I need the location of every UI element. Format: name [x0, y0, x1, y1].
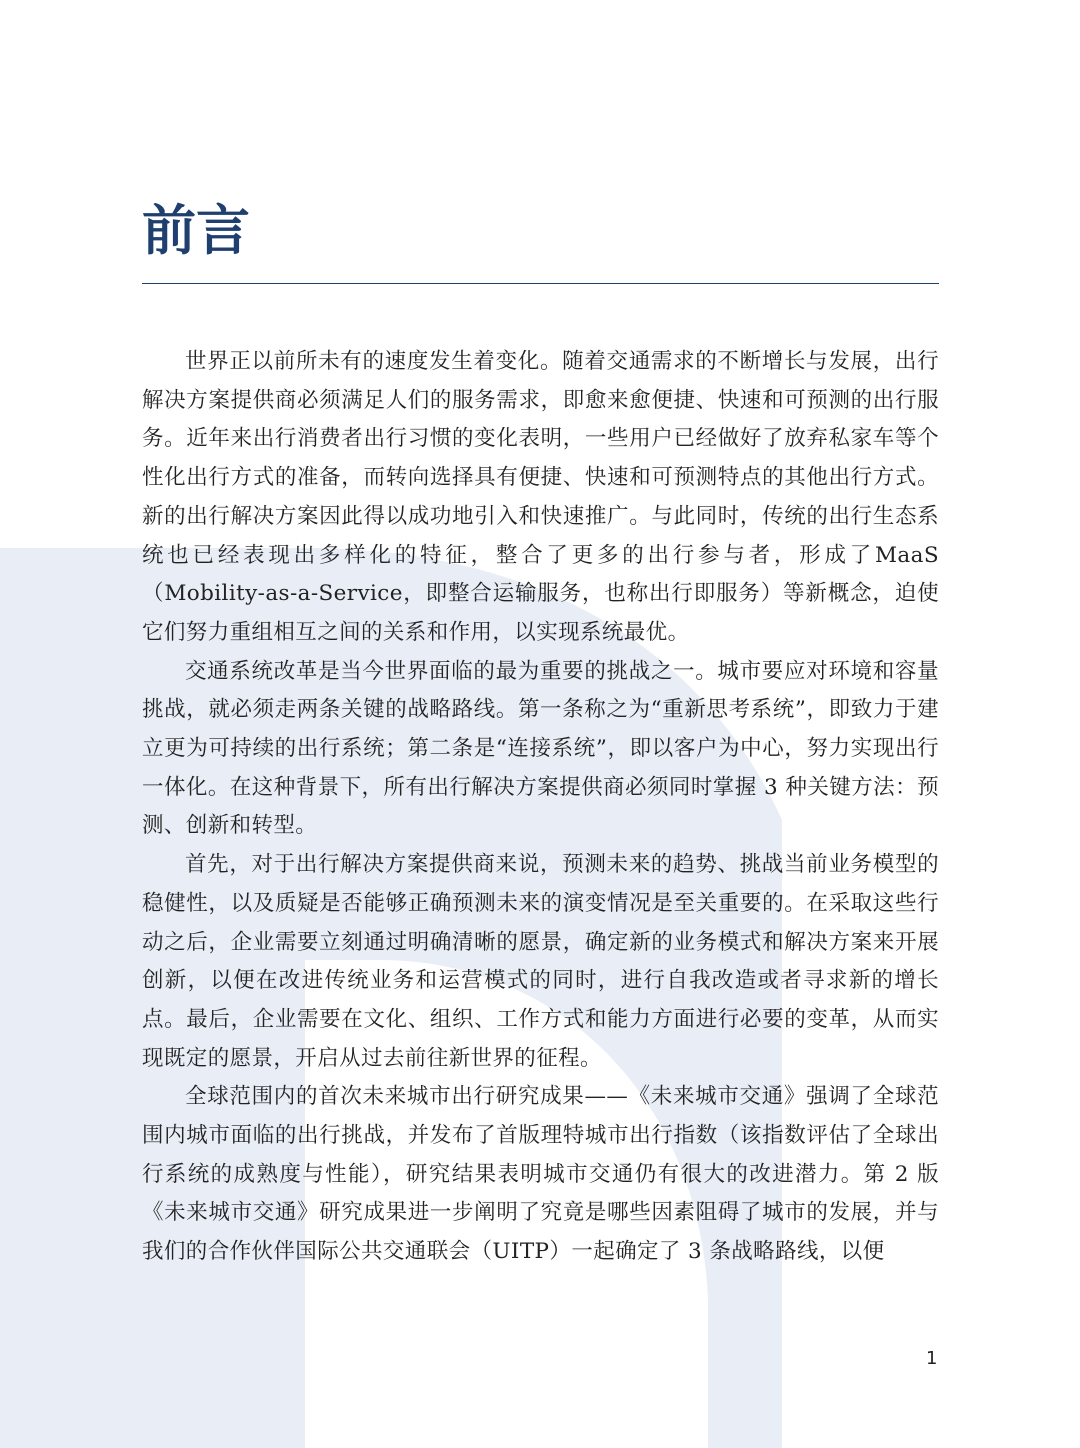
body-text [142, 343, 939, 1272]
paragraph-3: 首先，对于出行解决方案提供商来说，预测未来的趋势、挑战当前业务模型的稳健性，以及质疑是否能够正确预测未来的演变情况是至关重要的。在采取这些行动之后，企业需要立刻通过明确清晰的愿景，确定新的业务模式和解决方案来开展创新，以便在改进传统业务和运营模式的同时，进行自我改造或者寻求新的增长点。最后，企业需要在文化、组织、工作方式和能力方面进行必要的变革，从而实现既定的愿景，开启从过去前往新世界的征程。 [142, 852, 939, 1071]
title-divider [142, 283, 939, 284]
page-number: 1 [926, 1348, 938, 1369]
paragraph-2: 交通系统改革是当今世界面临的最为重要的挑战之一。城市要应对环境和容量挑战，就必须走两条关键的战略路线。第一条称之为“重新思考系统”，即致力于建立更为可持续的出行系统；第二条是“连接系统”，即以客户为中心，努力实现出行一体化。在这种背景下，所有出行解决方案提供商必须同时掌握 3 种关键方法：预测、创新和转型。 [142, 658, 939, 839]
page-title: 前言 [142, 199, 250, 262]
paragraph-1: 世界正以前所未有的速度发生着变化。随着交通需求的不断增长与发展，出行解决方案提供商必须满足人们的服务需求，即愈来愈便捷、快速和可预测的出行服务。近年来出行消费者出行习惯的变化表明，一些用户已经做好了放弃私家车等个性化出行方式的准备，而转向选择具有便捷、快速和可预测特点的其他出行方式。新的出行解决方案因此得以成功地引入和快速推广。与此同时，传统的出行生态系统也已经表现出多样化的特征，整合了更多的出行参与者，形成了MaaS（Mobility-as-a-Service，即整合运输服务，也称出行即服务）等新概念，迫使它们努力重组相互之间的关系和作用，以实现系统最优。 [142, 349, 939, 645]
paragraph-4: 全球范围内的首次未来城市出行研究成果——《未来城市交通》强调了全球范围内城市面临的出行挑战，并发布了首版理特城市出行指数（该指数评估了全球出行系统的成熟度与性能），研究结果表明城市交通仍有很大的改进潜力。第 2 版《未来城市交通》研究成果进一步阐明了究竟是哪些因素阻碍了城市的发展，并与我们的合作伙伴国际公共交通联会（UITP）一起确定了 3 条战略路线，以便 [142, 1084, 939, 1265]
